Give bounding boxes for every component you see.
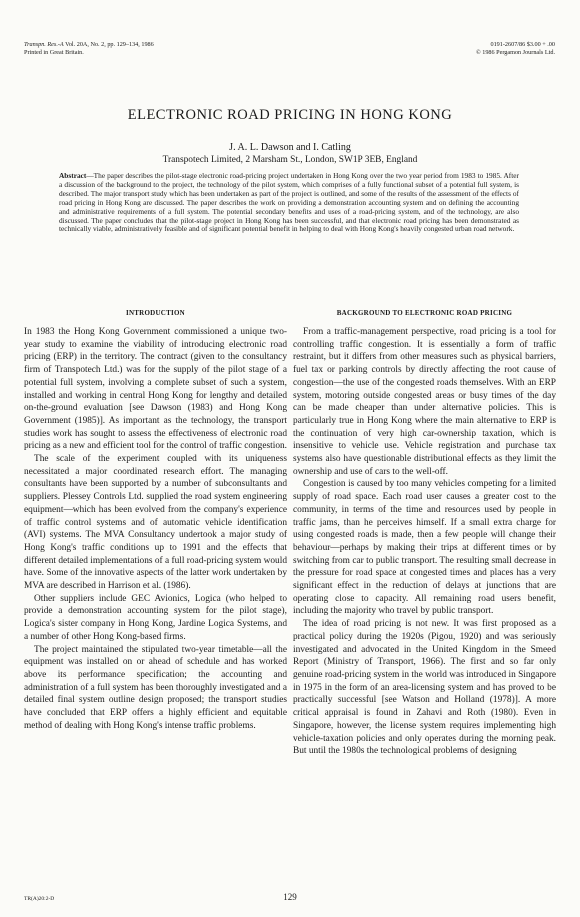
intro-paragraph-3: Other suppliers include GEC Avionics, Logica (who helped to provide a demonstration accounting system for the pilot stage), Logica's sister company in Hong Kong, Jardine Logica Systems, and a number of other Hong Kong-based firms. bbox=[24, 593, 287, 642]
abstract-text: —The paper describes the pilot-stage electronic road-pricing project undertaken in Hong Kong over the two year period from 1983 to 1985. After a discussion of the background to the project, the technology of the pilot system, which comprises of a fully functional subset of a potential full system, is described. The major transport study which has been undertaken as part of the project is outlined, and some of the results of the assessment of the effects of road pricing in Hong Kong are discussed. The paper describes the work on providing a demonstration accounting system and on defining the accounting and administrative requirements of a full system. The potential secondary benefits and uses of a road-pricing system, and of the technology, are also discussed. The paper concludes that the pilot-stage project in Hong Kong has been successful, and that electronic road pricing has been demonstrated as technically viable, administratively feasible and of significant potential benefit in helping to deal with Hong Kong's heavily congested urban road network. bbox=[59, 171, 519, 234]
intro-paragraph-1: In 1983 the Hong Kong Government commissioned a unique two-year study to examine the viability of introducing electronic road pricing (ERP) in the territory. The contract (given to the consultancy firm of Transpotech Ltd.) was for the supply of the pilot stage of a potential full system, involving a complete subset of such a system, installed and working in central Hong Kong for lengthy and detailed on-the-ground evaluation [see Dawson (1983) and Hong Kong Government (1985)]. As important as the technology, the transport studies work has sought to assess the effectiveness of electronic road pricing as a new and efficient tool for the control of traffic congestion. bbox=[24, 327, 288, 452]
paper-title: ELECTRONIC ROAD PRICING IN HONG KONG bbox=[127, 107, 453, 123]
abstract-block bbox=[59, 172, 519, 234]
section-heading-introduction: INTRODUCTION bbox=[125, 309, 185, 317]
paper-authors: J. A. L. Dawson and I. Catling bbox=[229, 142, 351, 153]
intro-paragraph-2: The scale of the experiment coupled with its uniqueness necessitated a major coordinated research effort. The managing consultants have been supported by a number of subconsultants and suppliers. Plessey Controls Ltd. supplied the road system engineering equipment—which has been evolved from the company's experience of traffic control systems and of automatic vehicle identification (AVI) systems. The MVA Consultancy undertook a major study of Hong Kong's traffic conditions up to 1991 and the effects that different detailed implementations of a full road-pricing system would have. Some of the innovative aspects of the latter work undertaken by MVA are described in Harrison et al. (1986). bbox=[24, 454, 287, 592]
publisher-info bbox=[476, 41, 555, 57]
author-affiliation: Transpotech Limited, 2 Marsham St., London, SW1P 3EB, England bbox=[162, 155, 418, 165]
journal-name: Transpn. Res.-A bbox=[24, 41, 64, 48]
section-heading-background: BACKGROUND TO ELECTRONIC ROAD PRICING bbox=[336, 309, 513, 317]
abstract-label: Abstract bbox=[59, 171, 87, 180]
page-number: 129 bbox=[283, 892, 297, 902]
intro-paragraph-4: The project maintained the stipulated two-year timetable—all the equipment was installed on or ahead of schedule and has worked above its performance specification; the accounting and administration of a full system has been thoroughly investigated and a detailed final system outline design proposed; the transport studies have concluded that ERP offers a highly efficient and equitable method of dealing with Hong Kong's intense traffic problems. bbox=[24, 644, 287, 731]
journal-citation bbox=[24, 41, 154, 57]
issn-price: 0191-2607/86 $3.00 + .00 bbox=[490, 41, 555, 48]
citation-details: Vol. 20A, No. 2, pp. 129–134, 1986 bbox=[63, 41, 154, 48]
copyright-line: © 1986 Pergamon Journals Ltd. bbox=[475, 48, 555, 56]
background-paragraph-2: Congestion is caused by too many vehicles competing for a limited supply of road space. Each road user causes a greater cost to the community, in terms of the time and resources used by people in traffic jams, than he perceives himself. If a small extra charge for using congested roads is made, then a few people will change their behaviour—perhaps by making their trips at different times or by switching from car to public transport. The resulting small decrease in the pressure for road space at congested times and places has a very significant effect in the reduction of delays at junctions that are operating close to capacity. All remaining road users benefit, including the majority who travel by public transport. bbox=[293, 479, 556, 617]
left-column bbox=[24, 309, 287, 733]
right-column bbox=[293, 309, 556, 758]
print-code: TR(A)20:2-D bbox=[24, 896, 55, 902]
background-paragraph-3: The idea of road pricing is not new. It was first proposed as a practical policy during the 1920s (Pigou, 1920) and was seriously investigated and advocated in the United Kingdom in the Smeed Report (Ministry of Transport, 1966). The first and so far only genuine road-pricing system in the world was introduced in Singapore in 1975 in the form of an area-licensing system and has proved to be practically successful [see Watson and Holland (1978)]. A more critical appraisal is found in Zahavi and Roth (1980). Even in Singapore, however, the license system requires implementing high vehicle-taxation policies and only operates during the morning peak. But until the 1980s the technological problems of designing bbox=[293, 619, 556, 757]
background-paragraph-1: From a traffic-management perspective, road pricing is a tool for controlling traffic congestion. It is essentially a form of traffic restraint, but it differs from other measures such as physical barriers, fuel tax or parking controls by directly affecting the root cause of congestion—the use of the congested roads themselves. With an ERP system, motoring outside congested areas or busy times of the day can be made cheaper than under alternative policies. This is particularly true in Hong Kong where the main alternative to ERP is the continuation of very high car-ownership taxation, which is insensitive to vehicle use. Vehicle registration and purchase tax systems also have questionable distributional effects as they limit the ownership and use of cars to the well-off. bbox=[293, 327, 556, 477]
printed-note: Printed in Great Britain. bbox=[24, 48, 84, 56]
